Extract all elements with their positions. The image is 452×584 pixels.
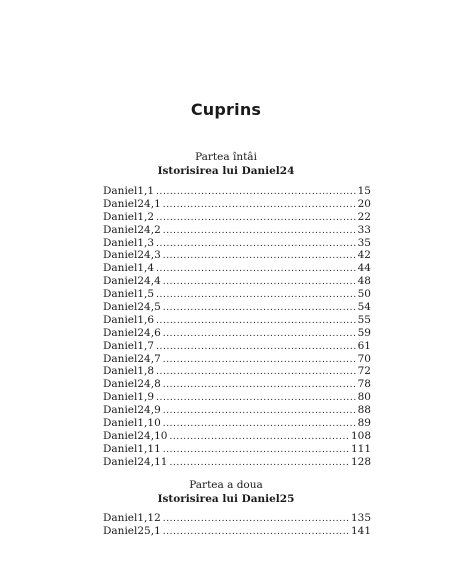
- toc-entry-page: 78: [357, 378, 371, 391]
- toc-entry-page: 54: [357, 301, 371, 314]
- toc-entry: [103, 249, 371, 262]
- toc-entry-label: Daniel1,4: [103, 262, 155, 275]
- toc-entry-label: Daniel24,10: [103, 429, 168, 442]
- toc-entry-label: Daniel1,8: [103, 365, 155, 378]
- toc-entry: [103, 237, 371, 250]
- toc-leader-dots: [163, 405, 356, 418]
- toc-leader-dots: [156, 263, 356, 276]
- toc-entry: [103, 417, 371, 430]
- toc-entry: [103, 340, 371, 353]
- toc-leader-dots: [163, 276, 356, 289]
- toc-entry-label: Daniel24,1: [103, 197, 161, 210]
- toc-entry: [103, 456, 371, 469]
- toc-entry: [103, 288, 371, 301]
- section-subtitle: Istorisirea lui Daniel24: [157, 165, 295, 177]
- toc-entry-label: Daniel24,4: [103, 275, 161, 288]
- toc-entry-label: Daniel1,12: [103, 512, 161, 524]
- toc-leader-dots: [156, 289, 356, 302]
- toc-entry-label: Daniel24,8: [103, 378, 161, 391]
- section-part-label: Partea a doua: [189, 479, 263, 491]
- toc-entry: [103, 404, 371, 417]
- toc-leader-dots: [163, 250, 356, 263]
- toc-entry-label: Daniel25,1: [103, 524, 161, 537]
- toc-list: [103, 185, 371, 469]
- toc-leader-dots: [156, 315, 356, 328]
- toc-entry: [103, 525, 371, 538]
- toc-entry-label: Daniel24,11: [103, 455, 168, 468]
- toc-entry: [103, 443, 371, 456]
- toc-leader-dots: [169, 457, 349, 470]
- toc-entry-label: Daniel1,9: [103, 391, 155, 404]
- toc-entry: [103, 275, 371, 288]
- toc-entry-label: Daniel1,7: [103, 339, 155, 352]
- toc-entry: [103, 211, 371, 224]
- toc-entry: [103, 185, 371, 198]
- toc-entry: [103, 391, 371, 404]
- toc-entry-page: 89: [357, 417, 371, 430]
- toc-entry-label: Daniel24,3: [103, 249, 161, 262]
- section-heading: [0, 150, 452, 178]
- toc-entry-page: 35: [357, 236, 371, 249]
- toc-entry-page: 22: [357, 210, 371, 223]
- toc-entry-label: Daniel24,6: [103, 326, 161, 339]
- toc-entry: [103, 353, 371, 366]
- toc-entry-page: 50: [357, 288, 371, 301]
- toc-entry-page: 88: [357, 404, 371, 417]
- toc-entry-page: 70: [357, 352, 371, 365]
- toc-entry-page: 128: [350, 455, 371, 468]
- toc-leader-dots: [163, 513, 349, 526]
- section-heading: [0, 478, 452, 506]
- toc-entry-page: 80: [357, 391, 371, 404]
- toc-entry-label: Daniel1,2: [103, 210, 155, 223]
- toc-entry: [103, 224, 371, 237]
- toc-leader-dots: [163, 444, 349, 457]
- toc-leader-dots: [163, 354, 356, 367]
- toc-leader-dots: [163, 418, 356, 431]
- toc-leader-dots: [163, 526, 349, 539]
- toc-entry: [103, 365, 371, 378]
- toc-entry-page: 111: [350, 442, 371, 455]
- toc-entry-page: 55: [357, 313, 371, 326]
- toc-leader-dots: [163, 225, 356, 238]
- toc-entry: [103, 314, 371, 327]
- toc-entry-page: 141: [350, 524, 371, 537]
- toc-entry-label: Daniel1,10: [103, 417, 161, 430]
- toc-entry: [103, 301, 371, 314]
- toc-leader-dots: [156, 341, 356, 354]
- toc-entry-label: Daniel24,9: [103, 404, 161, 417]
- toc-entry-page: 48: [357, 275, 371, 288]
- toc-leader-dots: [156, 366, 356, 379]
- toc-leader-dots: [163, 328, 356, 341]
- toc-leader-dots: [156, 212, 356, 225]
- section-subtitle: Istorisirea lui Daniel25: [157, 493, 295, 505]
- toc-entry-page: 59: [357, 326, 371, 339]
- toc-entry-page: 135: [350, 512, 371, 524]
- toc-entry-label: Daniel1,1: [103, 185, 155, 197]
- toc-leader-dots: [163, 379, 356, 392]
- toc-entry: [103, 327, 371, 340]
- toc-entry: [103, 430, 371, 443]
- toc-entry: [103, 262, 371, 275]
- toc-entry-page: 42: [357, 249, 371, 262]
- section-part-label: Partea întâi: [195, 151, 257, 163]
- toc-leader-dots: [163, 302, 356, 315]
- toc-entry-page: 15: [357, 185, 371, 197]
- toc-list: [103, 512, 371, 538]
- toc-leader-dots: [163, 199, 356, 212]
- toc-entry-page: 61: [357, 339, 371, 352]
- toc-entry-label: Daniel1,6: [103, 313, 155, 326]
- toc-entry-label: Daniel1,3: [103, 236, 155, 249]
- toc-entry-label: Daniel24,7: [103, 352, 161, 365]
- toc-entry: [103, 198, 371, 211]
- toc-leader-dots: [156, 186, 356, 199]
- toc-entry-label: Daniel24,2: [103, 223, 161, 236]
- toc-leader-dots: [169, 431, 349, 444]
- toc-entry: [103, 512, 371, 525]
- toc-entry-page: 72: [357, 365, 371, 378]
- toc-entry-page: 44: [357, 262, 371, 275]
- toc-entry-label: Daniel1,5: [103, 288, 155, 301]
- toc-entry-page: 108: [350, 429, 371, 442]
- page-title: Cuprins: [190, 100, 262, 119]
- toc-leader-dots: [156, 238, 356, 251]
- toc-entry-page: 33: [357, 223, 371, 236]
- toc-leader-dots: [156, 392, 356, 405]
- toc-entry-label: Daniel24,5: [103, 301, 161, 314]
- toc-entry-page: 20: [357, 197, 371, 210]
- toc-entry-label: Daniel1,11: [103, 442, 161, 455]
- toc-entry: [103, 378, 371, 391]
